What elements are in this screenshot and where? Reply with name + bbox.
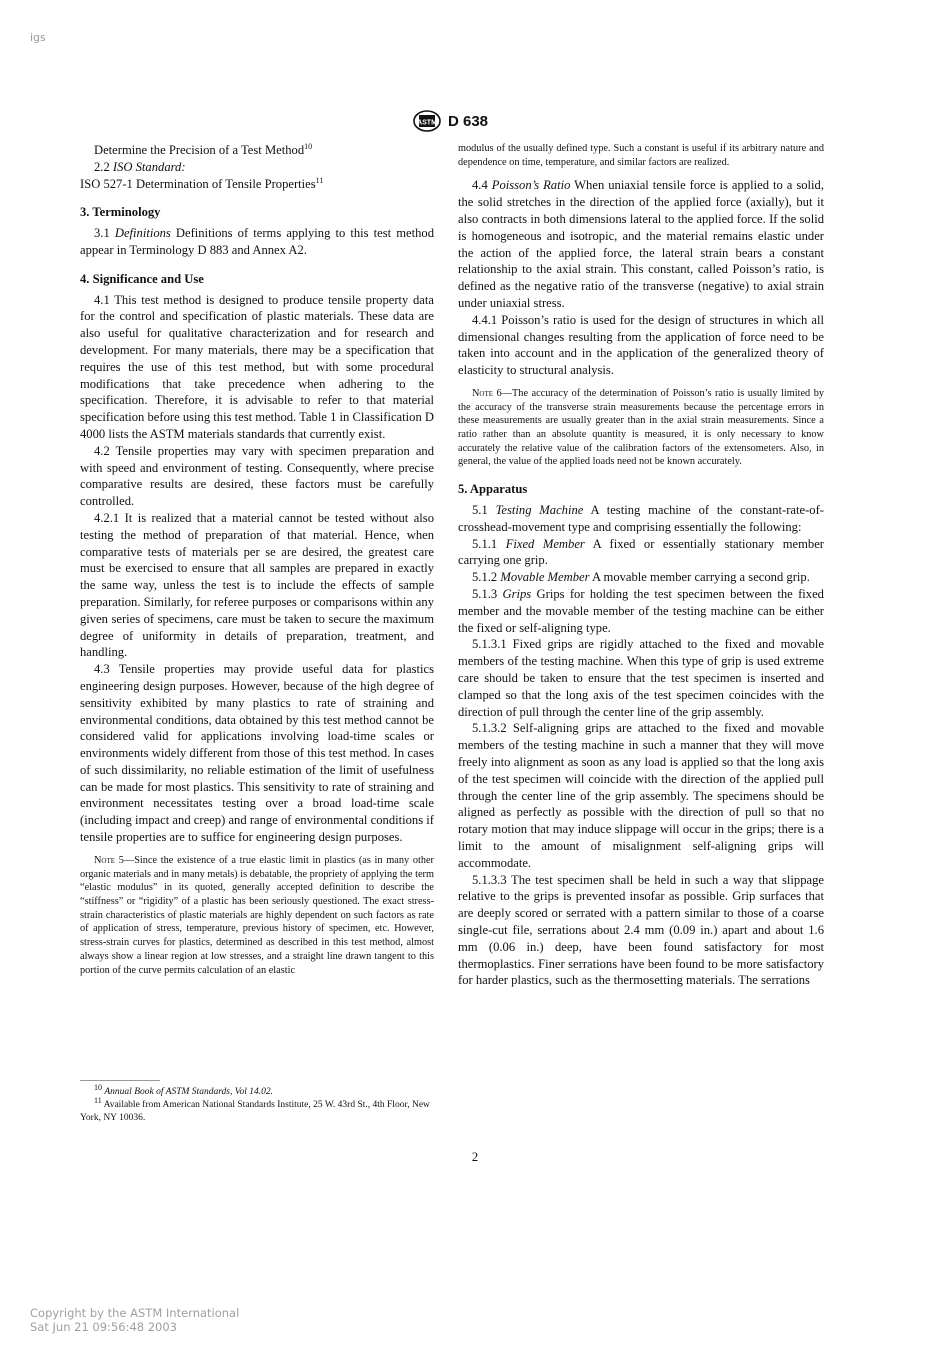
section-4-title: 4. Significance and Use (80, 271, 204, 286)
astm-logo-icon (412, 110, 442, 132)
paragraph-3-1: 3.1 Definitions Definitions of terms applying to this test method appear in Terminology D 883 and Annex A2. (80, 226, 434, 257)
paragraph-5-1-3-2: 5.1.3.2 Self-aligning grips are attached to the fixed and movable members of the testing machine in such a manner that they will move freely into alignment as soon as any load is applied so that the long axis of the test specimen will coincide with the direction of the applied pull through the center line of the grip assembly. The specimens should be aligned as perfectly as possible with the direction of pull so that no rotary motion that may induce slippage will occur in the grips; there is a limit to the amount of misalignment self-aligning grips will accommodate. (458, 721, 824, 870)
paragraph-4-2: 4.2 Tensile properties may vary with specimen preparation and with speed and environment of testing. Consequently, where precise comparative results are desired, these factors must be carefully controlled. (80, 443, 434, 509)
note-5: Note 5—Since the existence of a true elastic limit in plastics (as in many other organic materials and in many metals) is debatable, the propriety of applying the term “elastic modulus” in its quoted, generally accepted definition to describe the “stiffness” or “rigidity” of a plastic has been seriously questioned. The exact stress-strain characteristics of plastic materials are highly dependent on such factors as rate of application of stress, temperature, previous history of specimen, etc. However, stress-strain curves for plastics, determined as described in this test method, almost always show a linear region at low stresses, and a straight line drawn tangent to this portion of the curve permits calculation of an elastic (80, 854, 434, 976)
svg-text:ASTM: ASTM (417, 119, 437, 127)
section-3-title: 3. Terminology (80, 205, 161, 220)
note-5-continuation: modulus of the usually defined type. Such a constant is useful if its arbitrary nature and dependence on time, temperature, and similar factors are realized. (458, 143, 824, 168)
footnote-11: $^{11}$ Available from American National Standards Institute, 25 W. 43rd St., 4th Floor, New York, NY 10036. (80, 1095, 430, 1123)
paragraph-4-2-1: 4.2.1 It is realized that a material cannot be tested without also testing the method of preparation of that material. Hence, when comparative tests of materials per se are desired, the greatest care must be exercised to ensure that all samples are prepared in exactly the same way, unless the test is to include the effects of sample preparation. Similarly, for referee purposes or comparisons within any given series of specimens, care must be taken to secure the maximum degree of uniformity in details of preparation, treatment, and handling. (80, 510, 434, 660)
paragraph-5-1: 5.1 Testing Machine A testing machine of the constant-rate-of-crosshead-movement type and comprising essentially the following: (458, 502, 824, 534)
corner-tag: igs (30, 31, 46, 44)
standard-designation: D 638 (448, 112, 489, 130)
paragraph-5-1-3-3: 5.1.3.3 The test specimen shall be held in such a way that slippage relative to the grips is prevented insofar as possible. Grip surfaces that are deeply scored or serrated with a pattern similar to those of a coarse single-cut file, serrations about 2.4 mm (0.09 in.) apart and about 1.6 mm (0.06 in.) deep, have been found satisfactory for most thermoplastics. Finer serrations have been found to be more satisfactory for harder plastics, such as the thermosetting materials. The serrations (458, 872, 824, 988)
copyright-watermark (30, 1306, 239, 1334)
paragraph-5-1-2: 5.1.2 Movable Member A movable member carrying a second grip. (472, 570, 810, 585)
paragraph-4-3: 4.3 Tensile properties may provide useful data for plastics engineering design purposes. However, because of the high degree of sensitivity exhibited by many plastics to rate of straining and environmental conditions, data obtained by this test method cannot be considered valid for applications involving load-time scales or environments widely different from those of this test method. In cases of such dissimilarity, no reliable estimation of the limit of usefulness can be made for most plastics. This sensitivity to rate of straining and environment necessitates testing over a broad load-time scale (including impact and creep) and range of environmental conditions if tensile properties are to suffice for engineering design purposes. (80, 662, 434, 845)
copyright-line-1: Copyright by the ASTM International (30, 1306, 240, 1320)
paragraph-4-1: 4.1 This test method is designed to produce tensile property data for the control and specification of plastic materials. These data are also useful for qualitative characterization and for research and development. For many materials, there may be a specification that requires the use of this test method, but with some procedural modifications that take precedence when adhering to the specification. Therefore, it is advisable to refer to that material specification before using this test method. Table 1 in Classification D 4000 lists the ASTM materials standards that currently exist. (80, 292, 434, 441)
reference-continuation: Determine the Precision of a Test Method$^{10}$ (94, 141, 313, 157)
paragraph-5-1-3: 5.1.3 Grips Grips for holding the test specimen between the fixed member and the movable member of the testing machine can be either the fixed or self-aligning type. (458, 586, 824, 635)
iso-heading: 2.2 ISO Standard: (94, 159, 186, 174)
footnote-10: $^{10}$ Annual Book of ASTM Standards, Vol 14.02. (94, 1082, 273, 1097)
paragraph-5-1-3-1: 5.1.3.1 Fixed grips are rigidly attached to the fixed and movable members of the testing machine. When this type of grip is used extreme care should be taken to ensure that the test specimen is inserted and clamped so that the long axis of the test specimen coincides with the direction of pull through the center line of the grip assembly. (458, 637, 824, 719)
left-column (80, 142, 434, 985)
right-column (458, 142, 824, 989)
iso-reference: ISO 527-1 Determination of Tensile Properties$^{11}$ (80, 175, 324, 191)
footnote-rule (80, 1080, 160, 1081)
paragraph-4-4-1: 4.4.1 Poisson’s ratio is used for the design of structures in which all dimensional changes resulting from the application of force need to be taken into account and in the application of the generalized theory of elasticity to structural analysis. (458, 312, 824, 378)
note-6: Note 6—The accuracy of the determination of Poisson’s ratio is usually limited by the accuracy of the transverse strain measurements because the percentage errors in these measurements are usually greater than in the axial strain measurements. Since a ratio rather than an absolute quantity is measured, it is only necessary to know accurately the relative value of the calibration factors of the extensometers. Also, in general, the value of the applied loads need not be known accurately. (458, 387, 824, 468)
copyright-line-2: Sat Jun 21 09:56:48 2003 (30, 1320, 177, 1334)
paragraph-5-1-1: 5.1.1 Fixed Member A fixed or essentially stationary member carrying one grip. (458, 536, 824, 568)
paragraph-4-4: 4.4 Poisson’s Ratio When uniaxial tensile force is applied to a solid, the solid stretches in the direction of the applied force (axially), but it also contracts in both dimensions lateral to the applied force. If the solid is homogeneous and isotropic, and the material remains elastic under the action of the applied force, the lateral strain bears a constant relationship to the axial strain. This constant, called Poisson’s ratio, is defined as the negative ratio of the transverse (negative) to axial strain under uniaxial stress. (458, 178, 825, 310)
page-number: 2 (471, 1150, 479, 1164)
section-5-title: 5. Apparatus (458, 482, 528, 497)
footnotes (80, 1082, 434, 1125)
page-header (412, 110, 488, 132)
